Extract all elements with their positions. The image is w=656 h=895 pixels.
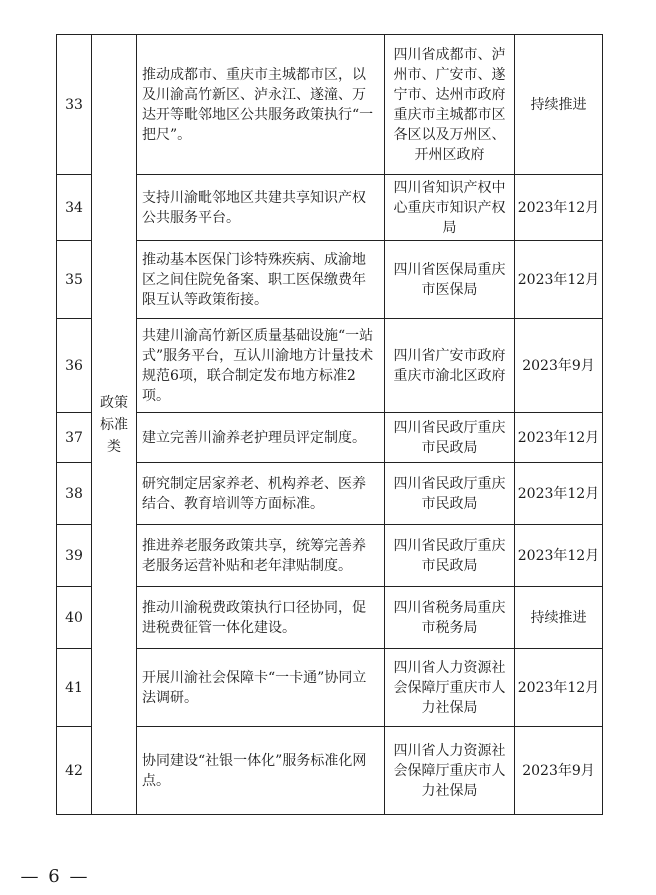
completion-time: 2023年9月 — [515, 319, 603, 413]
completion-time: 2023年12月 — [515, 463, 603, 525]
table-row — [57, 175, 603, 241]
responsible-department: 四川省民政厅重庆市民政局 — [385, 525, 515, 587]
row-number: 42 — [57, 727, 92, 815]
row-number: 37 — [57, 413, 92, 463]
table-row — [57, 35, 603, 175]
task-content: 支持川渝毗邻地区共建共享知识产权公共服务平台。 — [137, 175, 385, 241]
completion-time: 持续推进 — [515, 587, 603, 649]
row-number: 33 — [57, 35, 92, 175]
policy-standards-table — [56, 34, 603, 815]
task-content: 推动川渝税费政策执行口径协同，促进税费征管一体化建设。 — [137, 587, 385, 649]
completion-time: 2023年12月 — [515, 413, 603, 463]
responsible-department: 四川省民政厅重庆市民政局 — [385, 413, 515, 463]
task-content: 研究制定居家养老、机构养老、医养结合、教育培训等方面标准。 — [137, 463, 385, 525]
table-row — [57, 463, 603, 525]
row-number: 39 — [57, 525, 92, 587]
completion-time: 2023年12月 — [515, 649, 603, 727]
task-content: 推动基本医保门诊特殊疾病、成渝地区之间住院免备案、职工医保缴费年限互认等政策衔接。 — [137, 241, 385, 319]
task-content: 建立完善川渝养老护理员评定制度。 — [137, 413, 385, 463]
responsible-department: 四川省人力资源社会保障厅重庆市人力社保局 — [385, 727, 515, 815]
table-row — [57, 413, 603, 463]
table-row — [57, 319, 603, 413]
category-cell: 政策标准类 — [92, 35, 137, 815]
responsible-department: 四川省税务局重庆市税务局 — [385, 587, 515, 649]
task-content: 协同建设“社银一体化”服务标准化网点。 — [137, 727, 385, 815]
table-row — [57, 727, 603, 815]
responsible-department: 四川省民政厅重庆市民政局 — [385, 463, 515, 525]
row-number: 36 — [57, 319, 92, 413]
table-row — [57, 525, 603, 587]
document-table-container — [56, 34, 602, 815]
row-number: 38 — [57, 463, 92, 525]
page-number: — 6 — — [20, 866, 90, 887]
responsible-department: 四川省医保局重庆市医保局 — [385, 241, 515, 319]
completion-time: 2023年12月 — [515, 175, 603, 241]
task-content: 开展川渝社会保障卡“一卡通”协同立法调研。 — [137, 649, 385, 727]
row-number: 35 — [57, 241, 92, 319]
completion-time: 2023年12月 — [515, 241, 603, 319]
task-content: 推动成都市、重庆市主城都市区，以及川渝高竹新区、泸永江、遂潼、万达开等毗邻地区公共服务政策执行“一把尺”。 — [137, 35, 385, 175]
task-content: 推进养老服务政策共享，统筹完善养老服务运营补贴和老年津贴制度。 — [137, 525, 385, 587]
responsible-department: 四川省成都市、泸州市、广安市、遂宁市、达州市政府重庆市主城都市区各区以及万州区、开州区政府 — [385, 35, 515, 175]
table-row — [57, 587, 603, 649]
responsible-department: 四川省知识产权中心重庆市知识产权局 — [385, 175, 515, 241]
row-number: 40 — [57, 587, 92, 649]
row-number: 34 — [57, 175, 92, 241]
table-row — [57, 241, 603, 319]
responsible-department: 四川省广安市政府重庆市渝北区政府 — [385, 319, 515, 413]
table-row — [57, 649, 603, 727]
task-content: 共建川渝高竹新区质量基础设施“一站式”服务平台，互认川渝地方计量技术规范6项，联合制定发布地方标准2项。 — [137, 319, 385, 413]
responsible-department: 四川省人力资源社会保障厅重庆市人力社保局 — [385, 649, 515, 727]
completion-time: 2023年12月 — [515, 525, 603, 587]
completion-time: 持续推进 — [515, 35, 603, 175]
completion-time: 2023年9月 — [515, 727, 603, 815]
row-number: 41 — [57, 649, 92, 727]
